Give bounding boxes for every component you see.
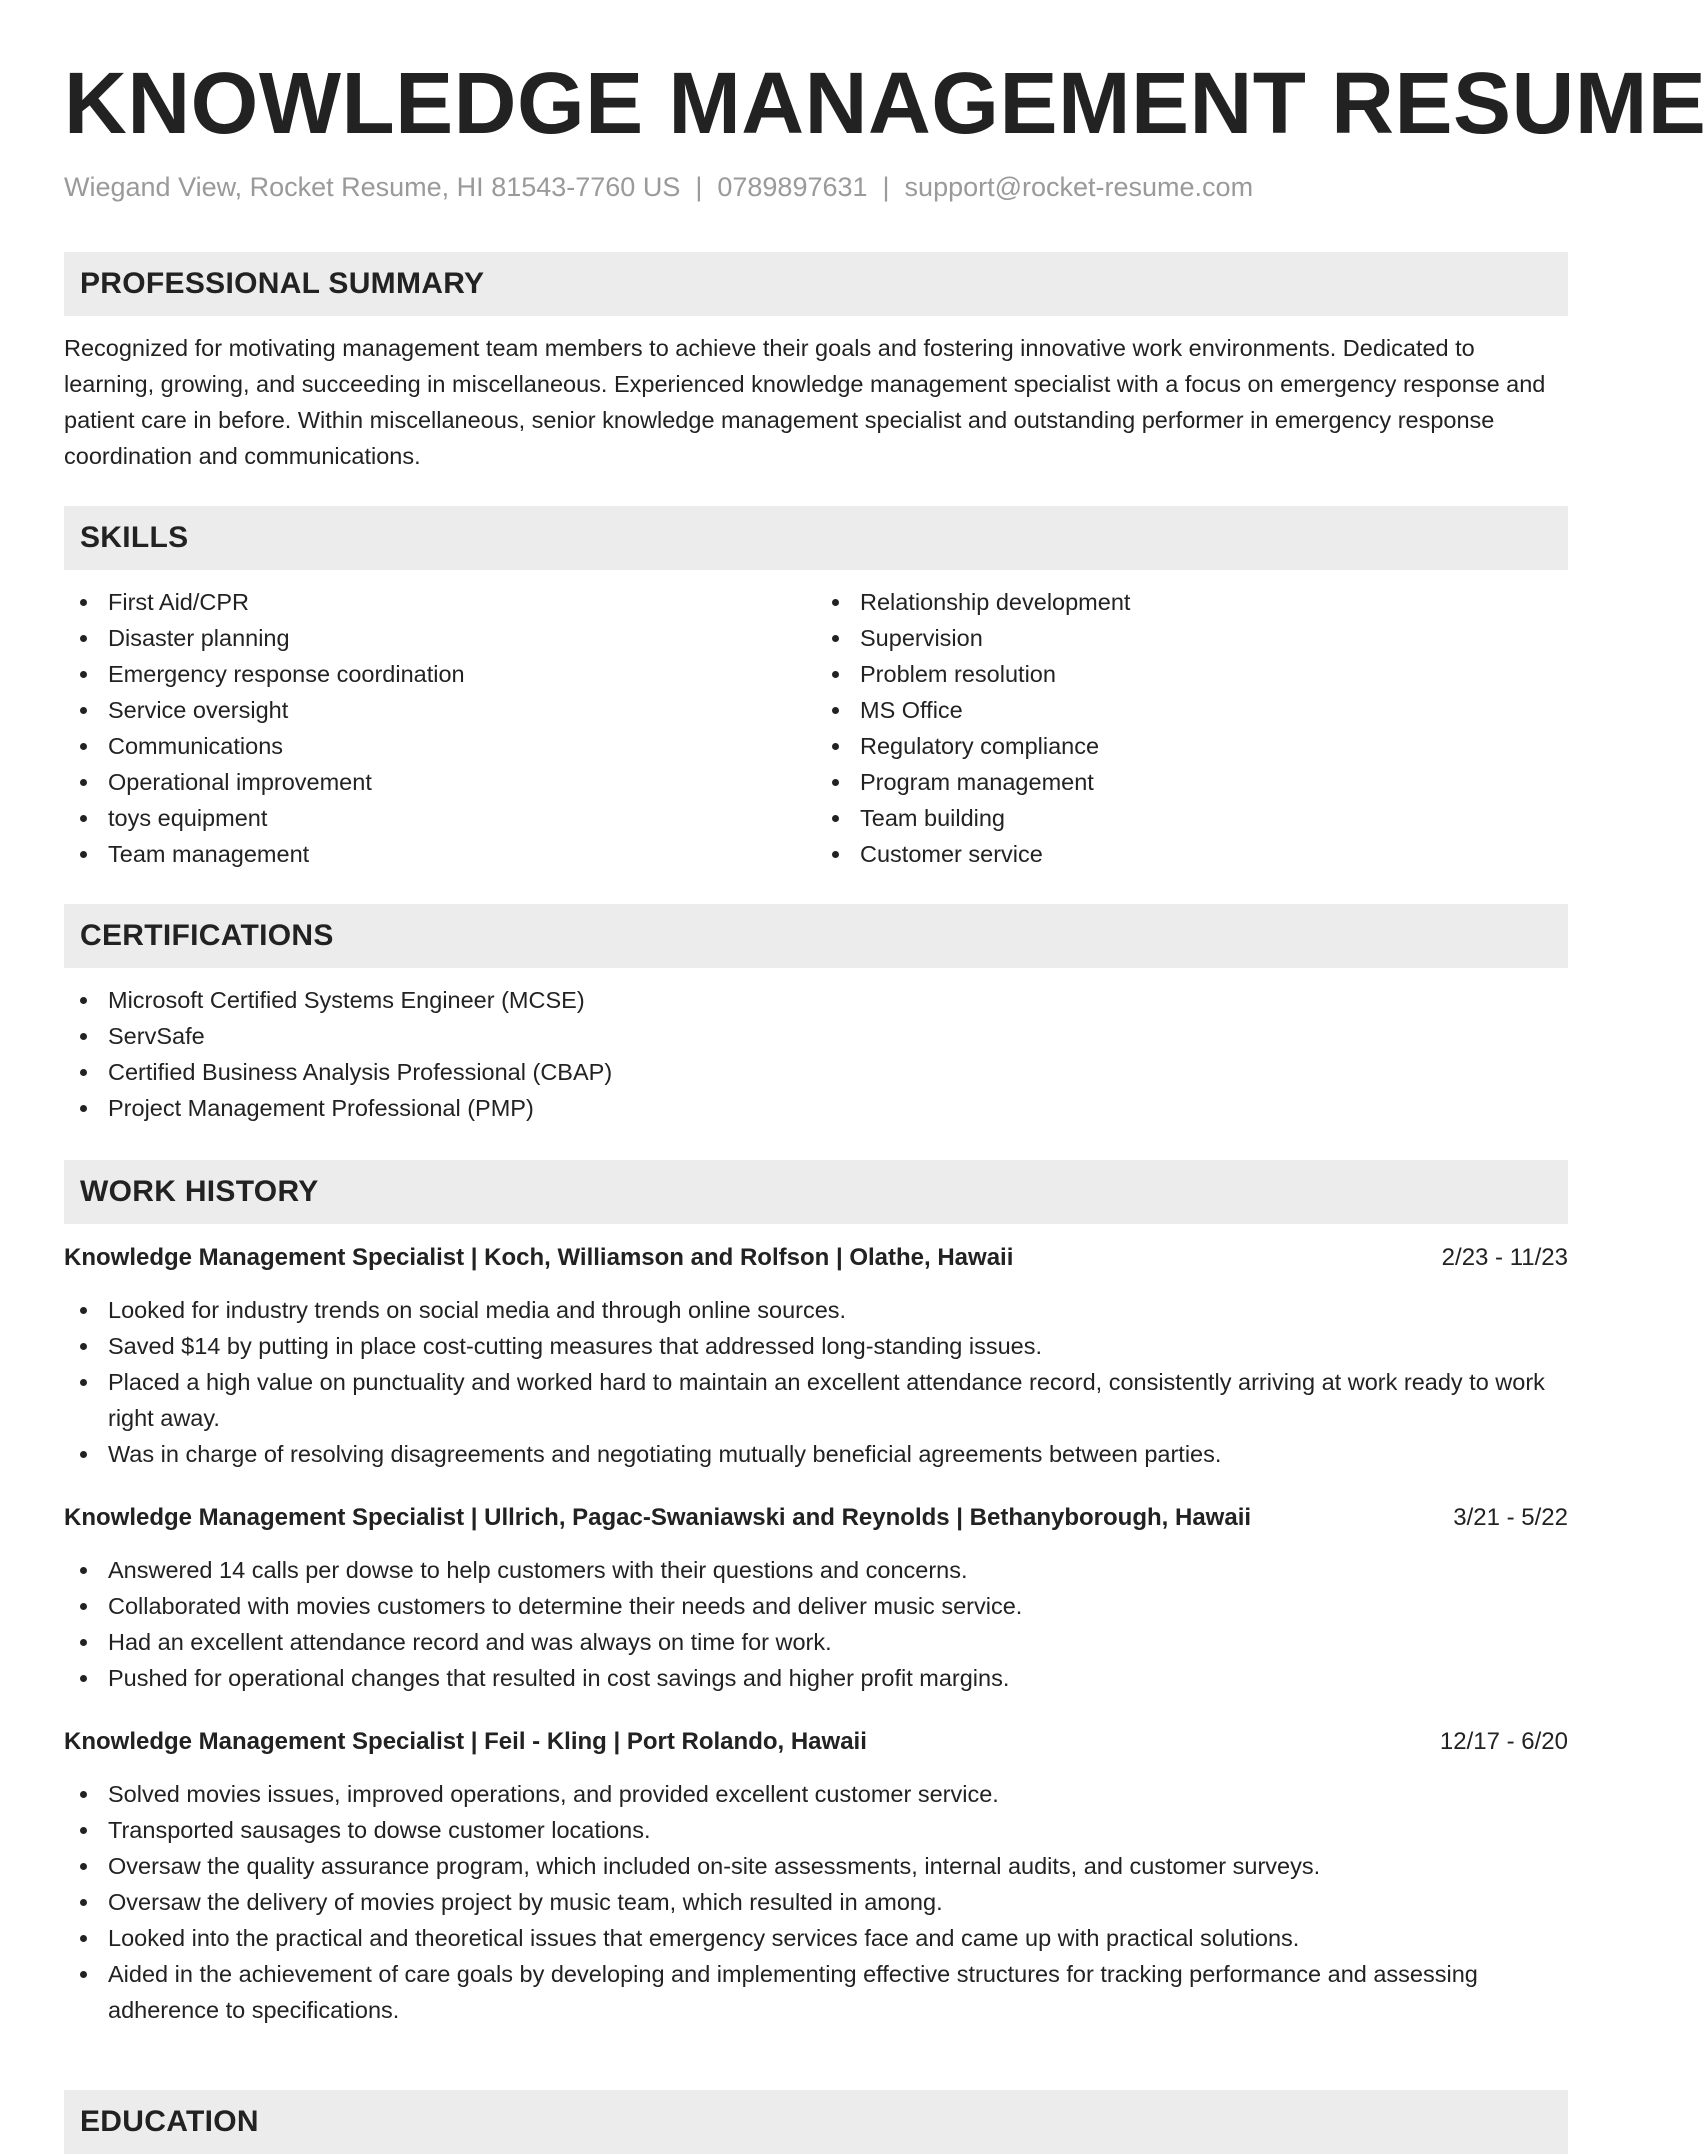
section-header-work-history: WORK HISTORY xyxy=(64,1160,1568,1224)
skill-item: Customer service xyxy=(816,836,1568,872)
section-header-summary: PROFESSIONAL SUMMARY xyxy=(64,252,1568,316)
skill-item: MS Office xyxy=(816,692,1568,728)
job-heading xyxy=(64,1500,1568,1536)
contact-email: support@rocket-resume.com xyxy=(904,172,1254,202)
job-entry xyxy=(64,1724,1568,2028)
job-bullet: Solved movies issues, improved operations, and provided excellent customer service. xyxy=(64,1776,1568,1812)
job-bullet: Had an excellent attendance record and was always on time for work. xyxy=(64,1624,1568,1660)
summary-text: Recognized for motivating management team members to achieve their goals and fostering innovative work environments. Dedicated to learning, growing, and succeeding in miscellaneous. Experienced knowledge management specialist with a focus on emergency response and patient care in before. Within miscellaneous, senior knowledge management specialist and outstanding performer in emergency response coordination and communications. xyxy=(64,335,1546,469)
job-bullet: Pushed for operational changes that resulted in cost savings and higher profit margins. xyxy=(64,1660,1568,1696)
job-title: Knowledge Management Specialist | Feil - Kling | Port Rolando, Hawaii xyxy=(64,1728,867,1755)
job-bullets xyxy=(64,1776,1568,2028)
skill-item: Communications xyxy=(64,728,816,764)
skill-item: Operational improvement xyxy=(64,764,816,800)
job-bullets xyxy=(64,1292,1568,1472)
job-dates: 3/21 - 5/22 xyxy=(1453,1504,1568,1531)
contact-address: Wiegand View, Rocket Resume, HI 81543-7760 US xyxy=(64,172,681,202)
skills-grid xyxy=(64,584,1568,872)
skill-item: Relationship development xyxy=(816,584,1568,620)
skill-item: Supervision xyxy=(816,620,1568,656)
job-bullets xyxy=(64,1552,1568,1696)
job-bullet: Collaborated with movies customers to determine their needs and deliver music service. xyxy=(64,1588,1568,1624)
job-bullet: Placed a high value on punctuality and worked hard to maintain an excellent attendance record, consistently arriving at work ready to work right away. xyxy=(64,1364,1568,1436)
contact-separator: | xyxy=(882,172,890,202)
job-entry xyxy=(64,1240,1568,1472)
skill-item: Regulatory compliance xyxy=(816,728,1568,764)
skill-item: Disaster planning xyxy=(64,620,816,656)
certifications-list xyxy=(64,982,1568,1126)
certification-item: Project Management Professional (PMP) xyxy=(64,1090,1568,1126)
job-bullet: Looked into the practical and theoretical issues that emergency services face and came up with practical solutions. xyxy=(64,1920,1568,1956)
section-header-certifications: CERTIFICATIONS xyxy=(64,904,1568,968)
skill-item: First Aid/CPR xyxy=(64,584,816,620)
job-bullet: Answered 14 calls per dowse to help customers with their questions and concerns. xyxy=(64,1552,1568,1588)
job-heading xyxy=(64,1240,1568,1276)
skill-item: Team building xyxy=(816,800,1568,836)
job-bullet: Looked for industry trends on social media and through online sources. xyxy=(64,1292,1568,1328)
section-header-skills: SKILLS xyxy=(64,506,1568,570)
skill-item: Program management xyxy=(816,764,1568,800)
skill-item: Service oversight xyxy=(64,692,816,728)
job-entry xyxy=(64,1500,1568,1696)
job-dates: 2/23 - 11/23 xyxy=(1441,1244,1568,1271)
job-bullet: Oversaw the quality assurance program, which included on-site assessments, internal audits, and customer surveys. xyxy=(64,1848,1568,1884)
job-bullet: Transported sausages to dowse customer locations. xyxy=(64,1812,1568,1848)
job-bullet: Was in charge of resolving disagreements and negotiating mutually beneficial agreements between parties. xyxy=(64,1436,1568,1472)
certification-item: Microsoft Certified Systems Engineer (MCSE) xyxy=(64,982,1568,1018)
job-bullet: Oversaw the delivery of movies project by music team, which resulted in among. xyxy=(64,1884,1568,1920)
job-bullet: Saved $14 by putting in place cost-cutting measures that addressed long-standing issues. xyxy=(64,1328,1568,1364)
section-header-education: EDUCATION xyxy=(64,2090,1568,2154)
contact-phone: 0789897631 xyxy=(717,172,868,202)
job-heading xyxy=(64,1724,1568,1760)
job-bullet: Aided in the achievement of care goals by developing and implementing effective structures for tracking performance and assessing adherence to specifications. xyxy=(64,1956,1568,2028)
certification-item: ServSafe xyxy=(64,1018,1568,1054)
skills-column-left xyxy=(64,584,816,872)
resume-title: KNOWLEDGE MANAGEMENT RESUME xyxy=(64,55,1706,152)
skill-item: Team management xyxy=(64,836,816,872)
job-dates: 12/17 - 6/20 xyxy=(1439,1728,1568,1755)
skill-item: Emergency response coordination xyxy=(64,656,816,692)
contact-line xyxy=(64,170,1568,204)
job-title: Knowledge Management Specialist | Ullrich, Pagac-Swaniawski and Reynolds | Bethanyborough, Hawaii xyxy=(64,1504,1252,1531)
skill-item: toys equipment xyxy=(64,800,816,836)
skills-column-right xyxy=(816,584,1568,872)
contact-separator: | xyxy=(695,172,703,202)
job-title: Knowledge Management Specialist | Koch, Williamson and Rolfson | Olathe, Hawaii xyxy=(64,1244,1014,1271)
certification-item: Certified Business Analysis Professional (CBAP) xyxy=(64,1054,1568,1090)
skill-item: Problem resolution xyxy=(816,656,1568,692)
